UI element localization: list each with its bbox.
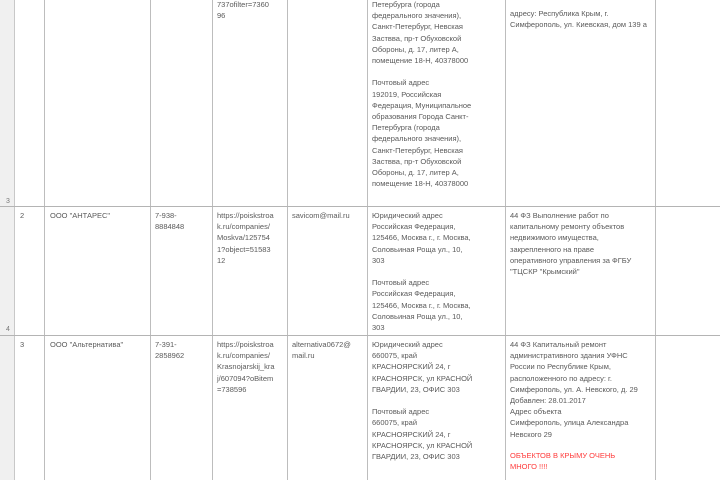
cell-link[interactable]: https://poiskstroa k.ru/companies/ Krasnojarskij_kra j/607094?oBitem =738596 bbox=[217, 340, 275, 394]
cell-address[interactable]: Юридический адрес Российская Федерация, 125466, Москва г., г. Москва, Соловьиная Роща ул., 10, 303 Почтовый адрес Российская Федерация, 125466, Москва г., г. Москва, Соловьиная Роща ул., 10, 303 bbox=[372, 211, 471, 333]
cell-number[interactable]: 2 bbox=[20, 211, 25, 220]
cell-note-warning[interactable]: ОБЪЕКТОВ В КРЫМУ ОЧЕНЬ МНОГО !!!! bbox=[510, 451, 616, 472]
gridline-vertical bbox=[367, 0, 368, 480]
row-header-column bbox=[0, 0, 15, 480]
cell-link[interactable]: https://poiskstroa k.ru/companies/ Moskva/125754 1?object=51583 12 bbox=[217, 211, 274, 265]
cell-contract[interactable]: 44 ФЗ Капитальный ремонт административного здания УФНС России по Республике Крым, расположенного по адресу: г. Симферополь, ул. А. Невского, д. 29 Добавлен: 28.01.2017 Адрес объекта Симферополь, улица Александра Невского 29 bbox=[510, 340, 638, 439]
cell-address[interactable]: Петербурга (города федерального значения), Санкт-Петербург, Невская Заствва, пр-т Обуховской Обороны, д. 17, литер А, помещение 18-Н, 40378000 Почтовый адрес 192019, Российская Федерация, Муниципальное образования Города Санкт- Петербурга (города федерального значения), Санкт-Петербург, Невская Заствва, пр-т Обуховской Обороны, д. 17, литер А, помещение 18-Н, 40378000 bbox=[372, 0, 472, 189]
gridline-horizontal bbox=[0, 206, 720, 207]
gridline-vertical bbox=[44, 0, 45, 480]
cell-address[interactable]: Юридический адрес 660075, край КРАСНОЯРСКИЙ 24, г КРАСНОЯРСК, ул КРАСНОЙ ГВАРДИИ, 23, ОФИС 303 Почтовый адрес 660075, край КРАСНОЯРСКИЙ 24, г КРАСНОЯРСК, ул КРАСНОЙ ГВАРДИИ, 23, ОФИС 303 bbox=[372, 340, 473, 462]
gridline-horizontal bbox=[0, 335, 720, 336]
cell-email[interactable]: alternativa0672@ mail.ru bbox=[292, 340, 351, 361]
cell-contract[interactable]: 44 ФЗ Выполнение работ по капитальному ремонту объектов недвижимого имущества, закрепленного на праве оперативного управления за ФГБУ "ТЦСКР "Крымский" bbox=[510, 211, 632, 277]
cell-link[interactable]: 737ofilter=7360 96 bbox=[217, 0, 269, 21]
cell-contract[interactable]: адресу: Республика Крым, г. Симферополь, ул. Киевская, дом 139 а bbox=[510, 9, 647, 30]
gridline-vertical bbox=[655, 0, 656, 480]
cell-company-name[interactable]: ООО "Альтернатива" bbox=[50, 340, 124, 349]
cell-phone[interactable]: 7-938- 8884848 bbox=[155, 211, 185, 232]
gridline-vertical bbox=[212, 0, 213, 480]
gridline-vertical bbox=[287, 0, 288, 480]
gridline-vertical bbox=[150, 0, 151, 480]
cell-number[interactable]: 3 bbox=[20, 340, 25, 349]
cell-company-name[interactable]: ООО "АНТАРЕС" bbox=[50, 211, 111, 220]
row-header-3[interactable]: 3 bbox=[6, 198, 10, 205]
row-header-4[interactable]: 4 bbox=[6, 326, 10, 333]
cell-phone[interactable]: 7-391- 2858962 bbox=[155, 340, 185, 361]
gridline-vertical bbox=[505, 0, 506, 480]
cell-email[interactable]: savicom@mail.ru bbox=[292, 211, 350, 220]
